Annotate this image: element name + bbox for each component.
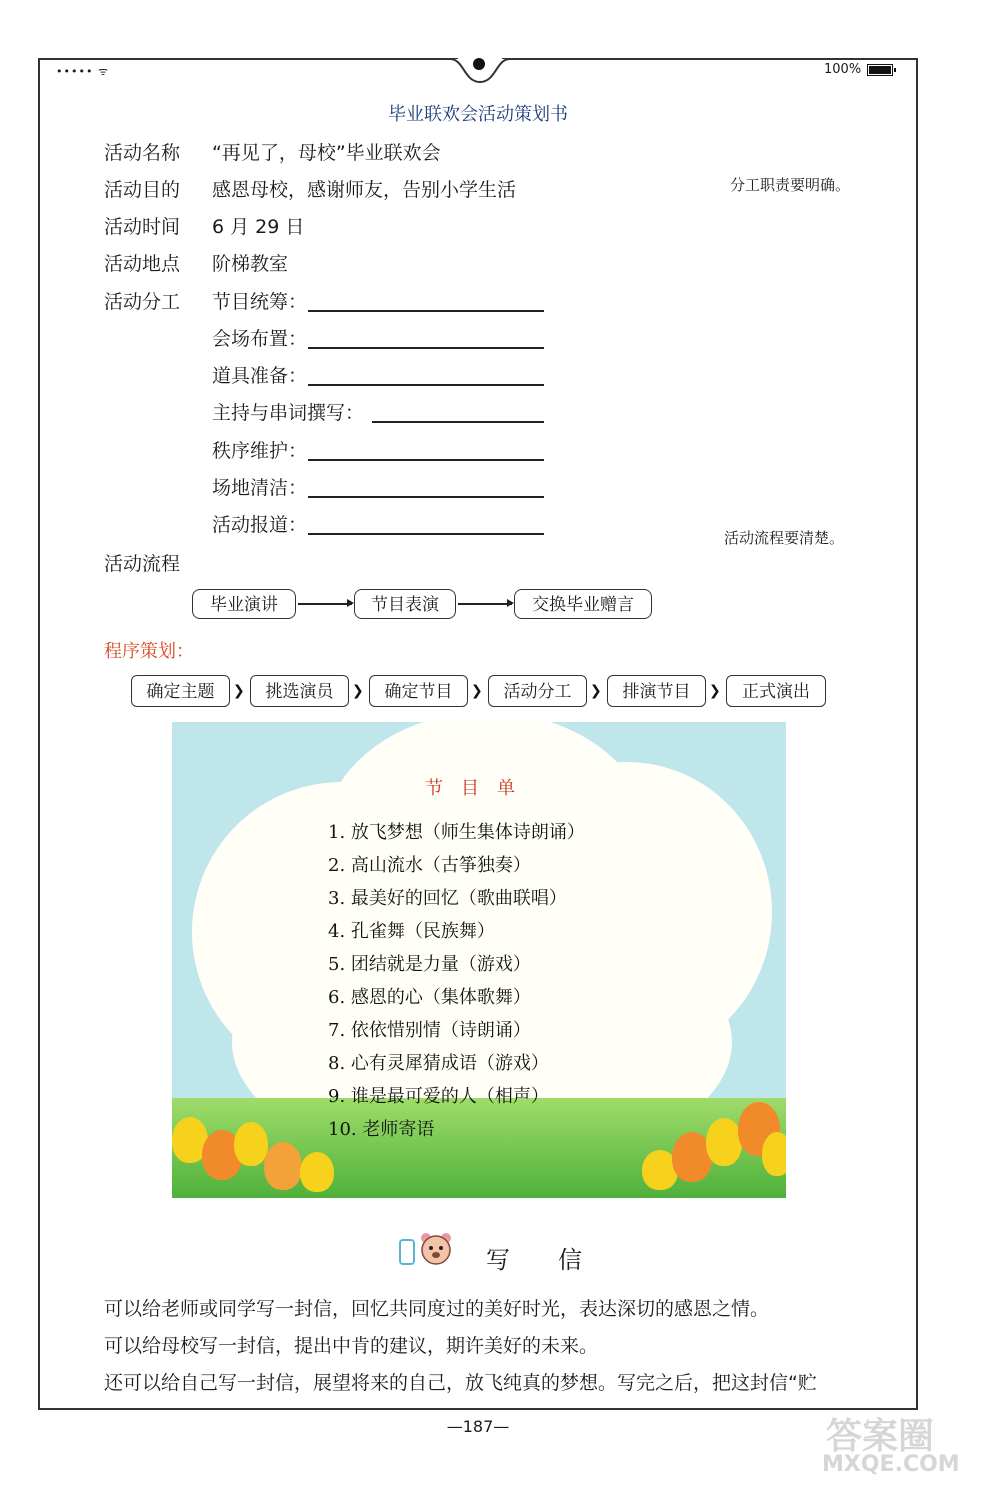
battery-status	[824, 62, 893, 77]
duty-label: 道具准备：	[212, 365, 308, 387]
program-item: 1. 放飞梦想（师生集体诗朗诵）	[328, 822, 585, 843]
tulip-decoration	[762, 1132, 786, 1176]
program-item: 9. 谁是最可爱的人（相声）	[328, 1086, 549, 1107]
row-label: 活动名称	[104, 142, 181, 164]
duty-label: 会场布置：	[212, 328, 308, 350]
duty-label: 主持与串词撰写：	[212, 402, 365, 424]
tulip-decoration	[234, 1122, 268, 1166]
chevron-right-icon: ❯	[233, 683, 245, 699]
program-item: 5. 团结就是力量（游戏）	[328, 954, 531, 975]
blank-line	[308, 459, 544, 461]
row-label: 活动地点	[104, 253, 181, 275]
procedure-step: 确定节目	[369, 675, 468, 707]
camera-icon	[473, 58, 485, 70]
battery-percent: 100%	[824, 62, 862, 77]
blank-line	[372, 421, 544, 423]
letter-paragraph: 可以给母校写一封信，提出中肯的建议，期许美好的未来。	[104, 1335, 599, 1357]
duty-label: 场地清洁：	[212, 477, 308, 499]
row-label: 活动目的	[104, 179, 181, 201]
blank-line	[308, 384, 544, 386]
program-item: 7. 依依惜别情（诗朗诵）	[328, 1020, 531, 1041]
flow-arrow	[298, 603, 352, 605]
procedure-step: 活动分工	[488, 675, 587, 707]
program-item: 2. 高山流水（古筝独奏）	[328, 855, 531, 876]
tulip-decoration	[706, 1118, 742, 1166]
tulip-decoration	[264, 1142, 302, 1190]
duty-label: 活动报道：	[212, 514, 308, 536]
duty-label: 节目统筹：	[212, 291, 308, 313]
flow-step: 节目表演	[354, 589, 456, 619]
watermark-logo: 答案圈	[826, 1416, 935, 1457]
blank-line	[308, 533, 544, 535]
program-item: 6. 感恩的心（集体歌舞）	[328, 987, 531, 1008]
document-title: 毕业联欢会活动策划书	[388, 104, 568, 125]
tulip-decoration	[300, 1152, 334, 1192]
blank-line	[308, 496, 544, 498]
chevron-right-icon: ❯	[709, 683, 721, 699]
side-note-flow: 活动流程要清楚。	[724, 529, 845, 547]
program-item: 4. 孔雀舞（民族舞）	[328, 921, 495, 942]
page-number: —187—	[446, 1417, 510, 1436]
row-value: 6 月 29 日	[212, 216, 305, 238]
row-label: 活动分工	[104, 291, 181, 313]
chevron-right-icon: ❯	[352, 683, 364, 699]
letter-paragraph: 还可以给自己写一封信，展望将来的自己，放飞纯真的梦想。写完之后，把这封信“贮	[104, 1372, 817, 1394]
program-card	[172, 722, 786, 1198]
letter-paragraph: 可以给老师或同学写一封信，回忆共同度过的美好时光，表达深切的感恩之情。	[104, 1298, 770, 1320]
row-label: 活动时间	[104, 216, 181, 238]
frame-top-edge	[502, 58, 918, 60]
side-note-division: 分工职责要明确。	[730, 176, 851, 194]
program-item: 3. 最美好的回忆（歌曲联唱）	[328, 888, 567, 909]
signal-indicator: ••••• ᯤ	[56, 65, 109, 78]
frame-top-edge	[38, 58, 458, 60]
row-value: 感恩母校，感谢师友，告别小学生活	[212, 179, 517, 201]
letter-heading: 写 信	[486, 1246, 582, 1274]
chevron-right-icon: ❯	[590, 683, 602, 699]
flow-label: 活动流程	[104, 553, 181, 575]
procedure-label: 程序策划：	[104, 641, 194, 662]
chevron-right-icon: ❯	[471, 683, 483, 699]
procedure-step: 挑选演员	[250, 675, 349, 707]
flow-step: 交换毕业赠言	[514, 589, 652, 619]
flow-arrow	[458, 603, 512, 605]
row-value: “再见了，母校”毕业联欢会	[212, 142, 441, 164]
blank-line	[308, 347, 544, 349]
duty-label: 秩序维护：	[212, 440, 308, 462]
blank-line	[308, 310, 544, 312]
program-item: 8. 心有灵犀猜成语（游戏）	[328, 1053, 549, 1074]
procedure-step: 确定主题	[131, 675, 230, 707]
watermark-url: MXQE.COM	[822, 1452, 960, 1477]
flow-step: 毕业演讲	[192, 589, 296, 619]
battery-icon	[867, 64, 893, 76]
program-item: 10. 老师寄语	[328, 1119, 435, 1140]
program-title: 节目单	[425, 778, 533, 799]
procedure-step: 排演节目	[607, 675, 706, 707]
procedure-step: 正式演出	[726, 675, 826, 707]
row-value: 阶梯教室	[212, 253, 289, 275]
